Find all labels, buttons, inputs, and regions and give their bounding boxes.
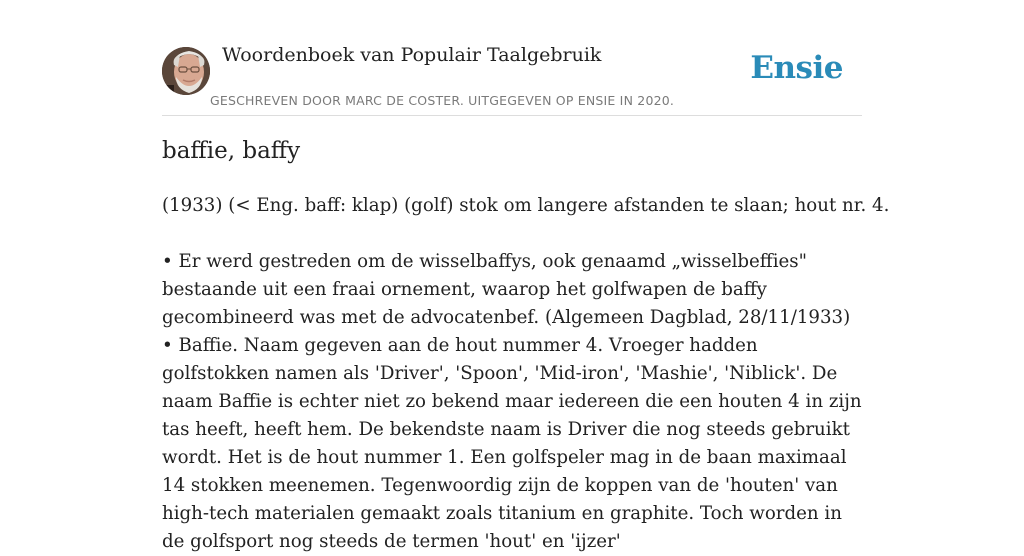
author-avatar[interactable] [162, 47, 210, 95]
book-title[interactable]: Woordenboek van Populair Taalgebruik [222, 44, 602, 66]
avatar-portrait-icon [162, 47, 210, 95]
byline: GESCHREVEN DOOR MARC DE COSTER. UITGEGEVEN OP ENSIE IN 2020. [210, 93, 675, 108]
page [162, 0, 890, 552]
header [162, 0, 862, 116]
quote-paragraph: • Er werd gestreden om de wisselbaffys, ook genaamd „wisselbeffies" bestaande uit een fraai ornement, waarop het golfwapen de baffy gecombineerd was met de advocatenbef. (Algemeen Dagblad, 28/11/1933) [162, 251, 851, 328]
quote-paragraph: • Baffie. Naam gegeven aan de hout nummer 4. Vroeger hadden golfstokken namen als 'Driver', 'Spoon', 'Mid-iron', 'Mashie', 'Niblick'. De naam Baffie is echter niet zo bekend maar iedereen die een houten 4 in zijn tas heeft, heeft hem. De bekendste naam is Driver die nog steeds gebruikt wordt. Het is de hout nummer 1. Een golfspeler mag in de baan maximaal 14 stokken meenemen. Tegenwoordig zijn de koppen van de 'houten' van high-tech materialen gemaakt zoals titanium en graphite. Toch worden in de golfsport nog steeds de termen 'hout' en 'ijzer' [162, 335, 862, 552]
ensie-logo[interactable]: Ensie [750, 50, 843, 86]
entry-title: baffie, baffy [162, 138, 301, 164]
entry-definition: (1933) (< Eng. baff: klap) (golf) stok om langere afstanden te slaan; hout nr. 4. [162, 195, 890, 216]
entry-body [162, 192, 890, 556]
